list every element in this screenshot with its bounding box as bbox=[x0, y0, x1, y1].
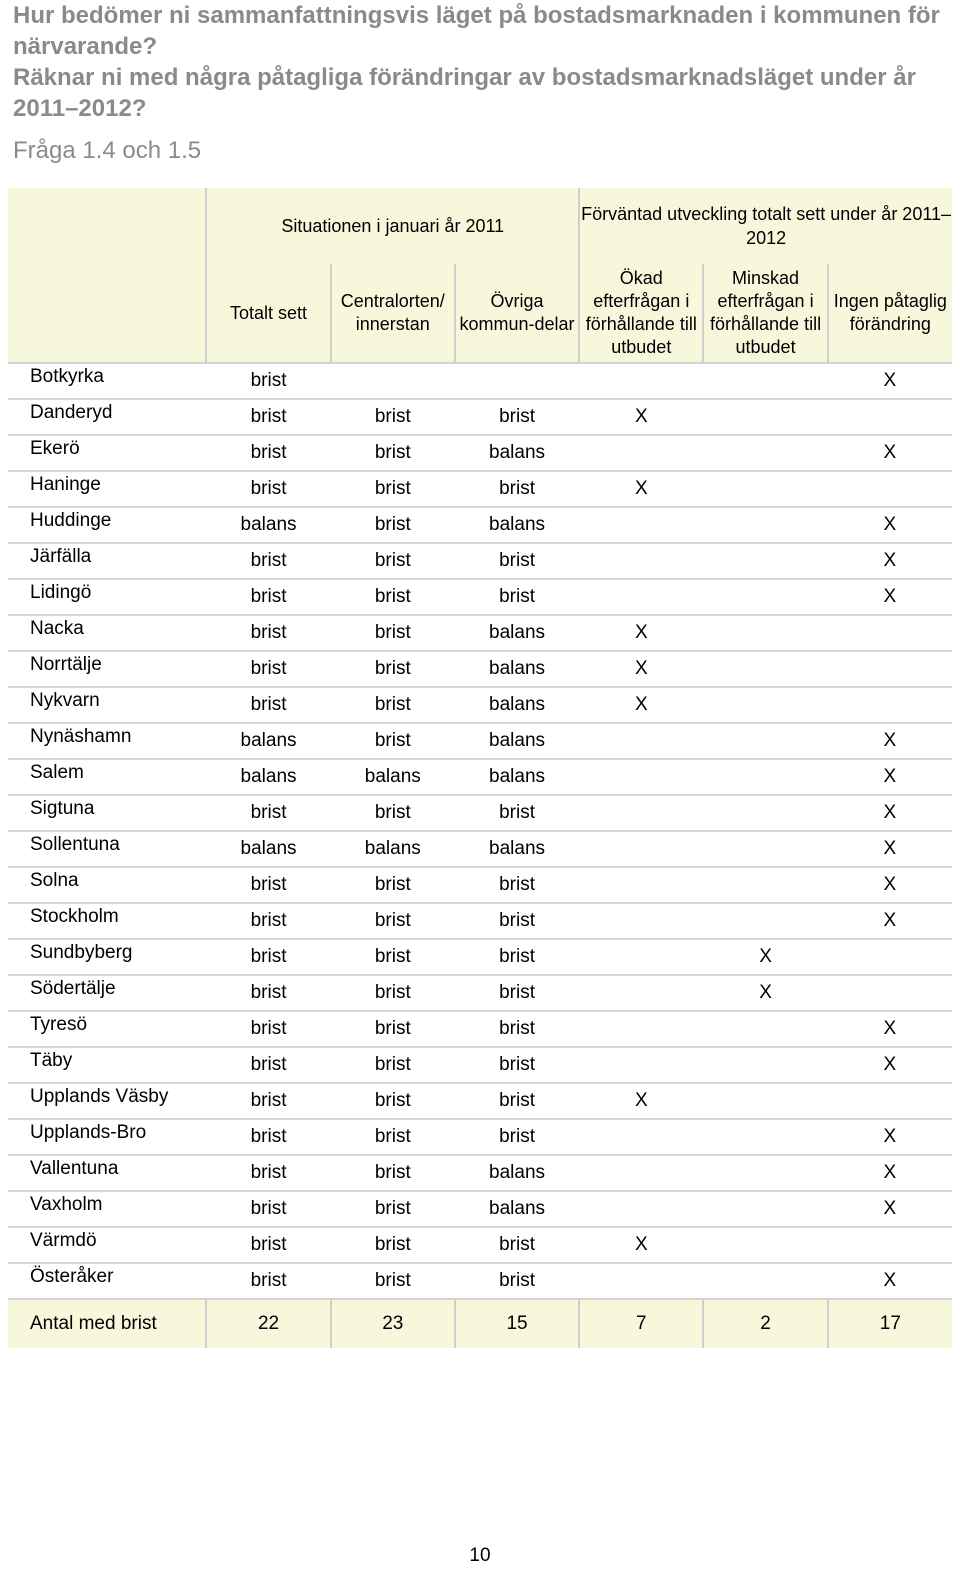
table-cell: brist bbox=[331, 651, 455, 687]
table-cell: X bbox=[828, 1011, 952, 1047]
municipality-name: Täby bbox=[8, 1047, 206, 1083]
table-cell: brist bbox=[206, 651, 330, 687]
table-cell bbox=[579, 759, 703, 795]
municipality-name: Nynäshamn bbox=[8, 723, 206, 759]
table-row bbox=[8, 1011, 952, 1047]
table-cell: brist bbox=[206, 867, 330, 903]
table-cell bbox=[703, 759, 827, 795]
table-cell: X bbox=[579, 471, 703, 507]
table-cell bbox=[703, 615, 827, 651]
table-cell bbox=[828, 687, 952, 723]
page-number: 10 bbox=[469, 1545, 491, 1566]
table-row bbox=[8, 579, 952, 615]
table-row bbox=[8, 1263, 952, 1299]
table-cell: X bbox=[579, 1227, 703, 1263]
column-header: Totalt sett bbox=[206, 264, 330, 363]
table-cell: brist bbox=[206, 399, 330, 435]
table-cell: brist bbox=[331, 1191, 455, 1227]
municipality-name: Nacka bbox=[8, 615, 206, 651]
table-cell bbox=[703, 867, 827, 903]
table-cell: brist bbox=[331, 1119, 455, 1155]
table-cell: balans bbox=[455, 831, 579, 867]
table-cell bbox=[703, 1047, 827, 1083]
table-cell bbox=[828, 939, 952, 975]
table-cell bbox=[703, 1227, 827, 1263]
table-row bbox=[8, 471, 952, 507]
table-cell bbox=[455, 363, 579, 399]
table-cell: brist bbox=[331, 687, 455, 723]
table-cell bbox=[579, 1011, 703, 1047]
table-row bbox=[8, 939, 952, 975]
table-cell bbox=[703, 399, 827, 435]
table-cell: brist bbox=[455, 1227, 579, 1263]
table-cell bbox=[579, 975, 703, 1011]
table-cell: brist bbox=[455, 975, 579, 1011]
table-cell: X bbox=[579, 615, 703, 651]
table-cell: balans bbox=[455, 651, 579, 687]
table-cell: brist bbox=[455, 939, 579, 975]
table-cell: brist bbox=[206, 975, 330, 1011]
table-cell: brist bbox=[206, 1119, 330, 1155]
table-cell: brist bbox=[331, 1155, 455, 1191]
table-cell bbox=[579, 435, 703, 471]
table-cell: X bbox=[828, 1191, 952, 1227]
table-cell: balans bbox=[206, 507, 330, 543]
table-cell: brist bbox=[331, 399, 455, 435]
municipality-name: Norrtälje bbox=[8, 651, 206, 687]
municipality-name: Nykvarn bbox=[8, 687, 206, 723]
table-cell: brist bbox=[331, 903, 455, 939]
footer-cell: 15 bbox=[455, 1299, 579, 1348]
table-cell: X bbox=[703, 975, 827, 1011]
table-cell: brist bbox=[331, 507, 455, 543]
table-cell: X bbox=[579, 687, 703, 723]
municipality-name: Järfälla bbox=[8, 543, 206, 579]
table-cell: brist bbox=[206, 903, 330, 939]
table-cell: balans bbox=[455, 507, 579, 543]
table-cell: X bbox=[828, 363, 952, 399]
table-cell bbox=[703, 1011, 827, 1047]
table-row bbox=[8, 831, 952, 867]
question-line-1: Hur bedömer ni sammanfattningsvis läget på bostadsmarknaden i kommunen för närvarande? bbox=[13, 2, 940, 60]
table-cell: X bbox=[828, 759, 952, 795]
table-row bbox=[8, 615, 952, 651]
table-cell bbox=[579, 1263, 703, 1299]
table-cell: X bbox=[579, 399, 703, 435]
table-cell bbox=[579, 723, 703, 759]
table-cell bbox=[703, 903, 827, 939]
table-cell: X bbox=[828, 1263, 952, 1299]
table-cell bbox=[703, 543, 827, 579]
table-row bbox=[8, 1047, 952, 1083]
municipality-name: Haninge bbox=[8, 471, 206, 507]
table-cell bbox=[579, 1191, 703, 1227]
table-cell: brist bbox=[331, 975, 455, 1011]
municipality-name: Stockholm bbox=[8, 903, 206, 939]
footer-cell: 23 bbox=[331, 1299, 455, 1348]
table-cell: X bbox=[828, 579, 952, 615]
table-cell: brist bbox=[206, 1047, 330, 1083]
table-cell: brist bbox=[206, 1155, 330, 1191]
table-cell bbox=[579, 1047, 703, 1083]
column-header: Centralorten/ innerstan bbox=[331, 264, 455, 363]
table-cell bbox=[579, 543, 703, 579]
table-cell: brist bbox=[331, 1263, 455, 1299]
table-row bbox=[8, 507, 952, 543]
table-cell: brist bbox=[455, 1263, 579, 1299]
table-cell: X bbox=[828, 543, 952, 579]
table-cell: X bbox=[579, 651, 703, 687]
table-cell bbox=[703, 579, 827, 615]
table-cell: brist bbox=[331, 723, 455, 759]
table-cell: brist bbox=[331, 471, 455, 507]
table-cell: brist bbox=[206, 1227, 330, 1263]
column-header: Ingen påtaglig förändring bbox=[828, 264, 952, 363]
table-cell: brist bbox=[206, 1011, 330, 1047]
table-cell bbox=[828, 1083, 952, 1119]
table-cell: brist bbox=[331, 435, 455, 471]
table-cell: brist bbox=[206, 579, 330, 615]
table-cell: brist bbox=[206, 1191, 330, 1227]
table-cell: X bbox=[828, 435, 952, 471]
column-header: Övriga kommun-delar bbox=[455, 264, 579, 363]
footer-cell: 17 bbox=[828, 1299, 952, 1348]
question-line-2: Räknar ni med några påtagliga förändringar av bostadsmarknadsläget under år 2011–2012? bbox=[13, 64, 916, 122]
table-cell: X bbox=[828, 507, 952, 543]
table-cell bbox=[828, 1227, 952, 1263]
municipality-name: Ekerö bbox=[8, 435, 206, 471]
table-cell: brist bbox=[455, 399, 579, 435]
table-cell: balans bbox=[455, 1155, 579, 1191]
table-cell: X bbox=[828, 1119, 952, 1155]
table-cell: balans bbox=[455, 435, 579, 471]
table-cell: balans bbox=[206, 831, 330, 867]
table-row bbox=[8, 651, 952, 687]
table-cell: brist bbox=[206, 615, 330, 651]
group-header-forecast: Förväntad utveckling totalt sett under år 2011–2012 bbox=[579, 188, 952, 264]
table-cell: brist bbox=[455, 543, 579, 579]
table-row bbox=[8, 723, 952, 759]
municipality-name: Upplands Väsby bbox=[8, 1083, 206, 1119]
municipality-name: Solna bbox=[8, 867, 206, 903]
municipality-name: Tyresö bbox=[8, 1011, 206, 1047]
table-cell: brist bbox=[455, 795, 579, 831]
table-cell: X bbox=[828, 831, 952, 867]
table-cell bbox=[703, 723, 827, 759]
table-cell: brist bbox=[331, 1227, 455, 1263]
table-cell: X bbox=[828, 723, 952, 759]
table-cell bbox=[703, 1155, 827, 1191]
table-cell: brist bbox=[206, 435, 330, 471]
table-cell bbox=[579, 1155, 703, 1191]
table-cell: brist bbox=[331, 939, 455, 975]
table-cell: X bbox=[828, 867, 952, 903]
municipality-name: Salem bbox=[8, 759, 206, 795]
table-cell: balans bbox=[331, 831, 455, 867]
table-cell bbox=[703, 1191, 827, 1227]
table-row bbox=[8, 399, 952, 435]
table-cell: brist bbox=[331, 795, 455, 831]
table-cell: brist bbox=[331, 1011, 455, 1047]
footer-cell: 2 bbox=[703, 1299, 827, 1348]
table-cell bbox=[703, 1263, 827, 1299]
table-row bbox=[8, 687, 952, 723]
table-cell: brist bbox=[206, 939, 330, 975]
table-row bbox=[8, 1191, 952, 1227]
table-cell: X bbox=[828, 795, 952, 831]
municipality-name: Österåker bbox=[8, 1263, 206, 1299]
table-cell: X bbox=[828, 903, 952, 939]
table-cell: brist bbox=[455, 1119, 579, 1155]
table-cell bbox=[703, 363, 827, 399]
table-row bbox=[8, 903, 952, 939]
table-cell bbox=[579, 867, 703, 903]
table-row bbox=[8, 759, 952, 795]
table-cell: brist bbox=[206, 471, 330, 507]
municipality-name: Sundbyberg bbox=[8, 939, 206, 975]
table-cell: brist bbox=[206, 795, 330, 831]
footer-cell: 22 bbox=[206, 1299, 330, 1348]
table-cell bbox=[579, 579, 703, 615]
table-row bbox=[8, 1155, 952, 1191]
table-row bbox=[8, 543, 952, 579]
table-cell: brist bbox=[206, 687, 330, 723]
table-row bbox=[8, 435, 952, 471]
table-row bbox=[8, 1227, 952, 1263]
table-cell: brist bbox=[331, 867, 455, 903]
footer-label: Antal med brist bbox=[8, 1299, 206, 1348]
table-cell: balans bbox=[206, 759, 330, 795]
table-cell: balans bbox=[455, 723, 579, 759]
table-cell: X bbox=[579, 1083, 703, 1119]
table-cell bbox=[579, 903, 703, 939]
table-row bbox=[8, 363, 952, 399]
municipality-name: Sigtuna bbox=[8, 795, 206, 831]
table-cell: brist bbox=[331, 1047, 455, 1083]
table-cell: brist bbox=[455, 1011, 579, 1047]
table-cell bbox=[828, 615, 952, 651]
table-cell bbox=[703, 435, 827, 471]
table-cell bbox=[703, 795, 827, 831]
table-cell: brist bbox=[455, 579, 579, 615]
municipality-name: Södertälje bbox=[8, 975, 206, 1011]
data-table bbox=[8, 188, 952, 1348]
table-cell: balans bbox=[331, 759, 455, 795]
table-cell bbox=[828, 651, 952, 687]
table-cell: brist bbox=[331, 579, 455, 615]
table-cell: brist bbox=[206, 1263, 330, 1299]
municipality-name: Vaxholm bbox=[8, 1191, 206, 1227]
table-cell: brist bbox=[455, 1083, 579, 1119]
table-cell: balans bbox=[206, 723, 330, 759]
header-corner-lower bbox=[8, 264, 206, 363]
page-heading bbox=[13, 0, 943, 166]
table-cell: brist bbox=[455, 1047, 579, 1083]
municipality-name: Lidingö bbox=[8, 579, 206, 615]
footer-cell: 7 bbox=[579, 1299, 703, 1348]
table-cell bbox=[703, 471, 827, 507]
table-cell bbox=[828, 975, 952, 1011]
table-cell: X bbox=[828, 1155, 952, 1191]
table-cell: brist bbox=[331, 543, 455, 579]
table-cell bbox=[828, 399, 952, 435]
table-cell bbox=[828, 471, 952, 507]
table-row bbox=[8, 867, 952, 903]
table-cell bbox=[579, 507, 703, 543]
table-cell: brist bbox=[331, 615, 455, 651]
header-corner bbox=[8, 188, 206, 264]
municipality-name: Danderyd bbox=[8, 399, 206, 435]
municipality-name: Botkyrka bbox=[8, 363, 206, 399]
table-cell bbox=[703, 507, 827, 543]
table-cell bbox=[331, 363, 455, 399]
table-cell bbox=[579, 795, 703, 831]
table-cell: balans bbox=[455, 615, 579, 651]
table-cell: brist bbox=[331, 1083, 455, 1119]
municipality-name: Upplands-Bro bbox=[8, 1119, 206, 1155]
table-cell bbox=[703, 687, 827, 723]
table-cell: brist bbox=[206, 363, 330, 399]
table-cell bbox=[703, 831, 827, 867]
table-cell: brist bbox=[455, 903, 579, 939]
table-cell bbox=[579, 939, 703, 975]
municipality-name: Värmdö bbox=[8, 1227, 206, 1263]
table-cell: brist bbox=[206, 1083, 330, 1119]
table-cell: X bbox=[703, 939, 827, 975]
column-header: Minskad efterfrågan i förhållande till utbudet bbox=[703, 264, 827, 363]
table-cell bbox=[579, 831, 703, 867]
column-header: Ökad efterfrågan i förhållande till utbudet bbox=[579, 264, 703, 363]
municipality-name: Vallentuna bbox=[8, 1155, 206, 1191]
table-cell: brist bbox=[455, 471, 579, 507]
table-cell bbox=[579, 1119, 703, 1155]
table-row bbox=[8, 975, 952, 1011]
table-cell: brist bbox=[455, 867, 579, 903]
question-subtitle: Fråga 1.4 och 1.5 bbox=[13, 137, 202, 164]
table-cell: brist bbox=[206, 543, 330, 579]
table-cell bbox=[703, 651, 827, 687]
table-cell: balans bbox=[455, 759, 579, 795]
table-cell bbox=[703, 1083, 827, 1119]
table-cell bbox=[579, 363, 703, 399]
municipality-name: Huddinge bbox=[8, 507, 206, 543]
group-header-situation: Situationen i januari år 2011 bbox=[206, 188, 579, 264]
housing-market-table bbox=[8, 188, 952, 1348]
table-cell: balans bbox=[455, 1191, 579, 1227]
table-row bbox=[8, 1083, 952, 1119]
table-row bbox=[8, 1119, 952, 1155]
municipality-name: Sollentuna bbox=[8, 831, 206, 867]
table-cell: X bbox=[828, 1047, 952, 1083]
footer-row bbox=[8, 1299, 952, 1348]
table-cell: balans bbox=[455, 687, 579, 723]
table-body bbox=[8, 363, 952, 1299]
table-row bbox=[8, 795, 952, 831]
table-cell bbox=[703, 1119, 827, 1155]
